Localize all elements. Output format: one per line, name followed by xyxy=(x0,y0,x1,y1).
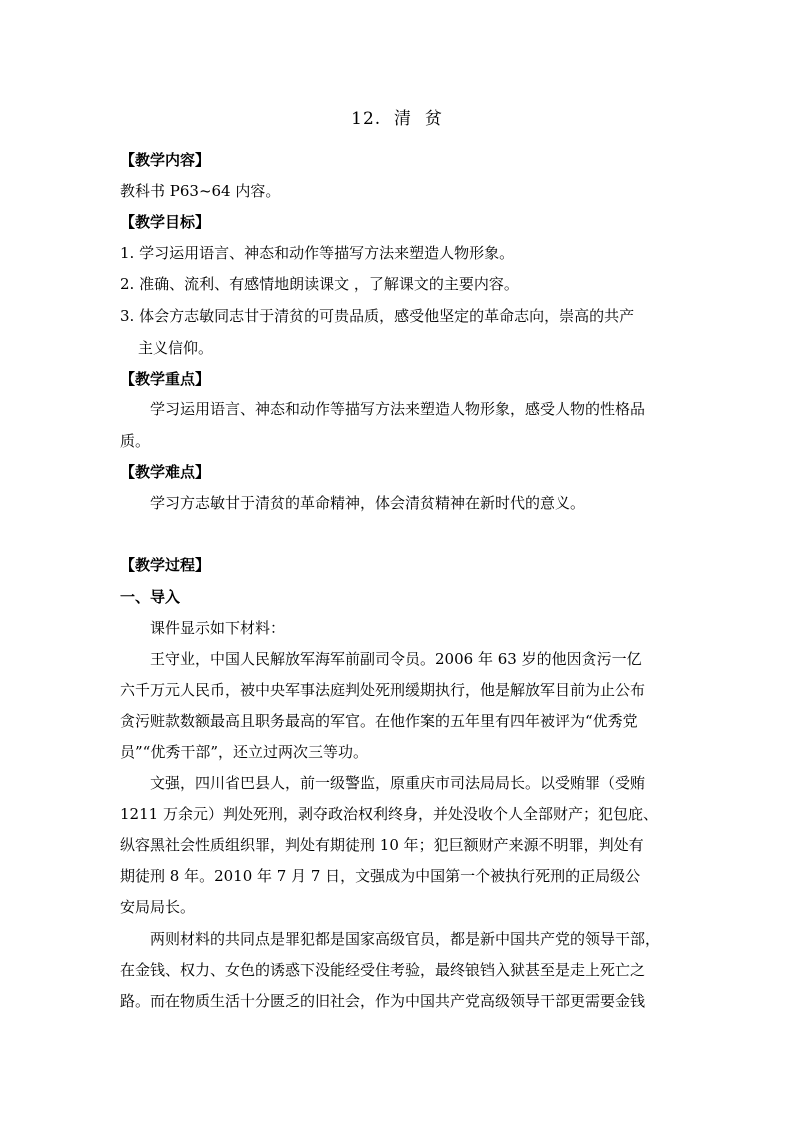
goal-item-3-continued: 主义信仰。 xyxy=(138,339,214,357)
content-text: 教科书 P63~64 内容。 xyxy=(120,182,281,200)
para3-line-2: 在金钱、权力、女色的诱惑下没能经受住考验，最终锒铛入狱甚至是走上死亡之 xyxy=(120,961,646,979)
para2-line-2: 1211 万余元）判处死刑，剥夺政治权利终身，并处没收个人全部财产；犯包庇、 xyxy=(120,805,658,823)
difficulty-text: 学习方志敏甘于清贫的革命精神，体会清贫精神在新时代的意义。 xyxy=(150,494,586,512)
goal-item-1: 1. 学习运用语言、神态和动作等描写方法来塑造人物形象。 xyxy=(120,244,515,262)
para2-line-4: 期徒刑 8 年。2010 年 7 月 7 日，文强成为中国第一个被执行死刑的正局级公 xyxy=(120,867,641,885)
para1-line-1: 王守业，中国人民解放军海军前副司令员。2006 年 63 岁的他因贪污一亿 xyxy=(150,650,642,668)
goal-item-3: 3. 体会方志敏同志甘于清贫的可贵品质，感受他坚定的革命志向，崇高的共产 xyxy=(120,307,635,325)
intro-line: 课件显示如下材料： xyxy=(150,619,286,637)
goals-heading: 【教学目标】 xyxy=(120,213,211,231)
para1-line-3: 贪污赃款数额最高且职务最高的军官。在他作案的五年里有四年被评为“优秀党 xyxy=(120,712,638,730)
lesson-title: 12. 清 贫 xyxy=(351,109,443,129)
key-line-1: 学习运用语言、神态和动作等描写方法来塑造人物形象，感受人物的性格品 xyxy=(150,400,646,418)
para2-line-3: 纵容黑社会性质组织罪，判处有期徒刑 10 年；犯巨额财产来源不明罪，判处有 xyxy=(120,836,644,854)
para1-line-4: 员”“优秀干部”，还立过两次三等功。 xyxy=(120,743,369,761)
para3-line-3: 路。而在物质生活十分匮乏的旧社会，作为中国共产党高级领导干部更需要金钱 xyxy=(120,992,646,1010)
para2-line-5: 安局局长。 xyxy=(120,898,196,916)
para1-line-2: 六千万元人民币，被中央军事法庭判处死刑缓期执行，他是解放军目前为止公布 xyxy=(120,681,646,699)
para2-line-1: 文强，四川省巴县人，前一级警监，原重庆市司法局局长。以受贿罪（受贿 xyxy=(150,774,646,792)
difficulty-heading: 【教学难点】 xyxy=(120,463,211,481)
content-heading: 【教学内容】 xyxy=(120,151,211,169)
goal-item-2: 2. 准确、流利、有感情地朗读课文 ，了解课文的主要内容。 xyxy=(120,275,519,293)
section-1-heading: 一、导入 xyxy=(120,588,181,606)
process-heading: 【教学过程】 xyxy=(120,556,211,574)
key-heading: 【教学重点】 xyxy=(120,370,211,388)
key-line-2: 质。 xyxy=(120,432,151,450)
para3-line-1: 两则材料的共同点是罪犯都是国家高级官员，都是新中国共产党的领导干部， xyxy=(150,930,661,948)
